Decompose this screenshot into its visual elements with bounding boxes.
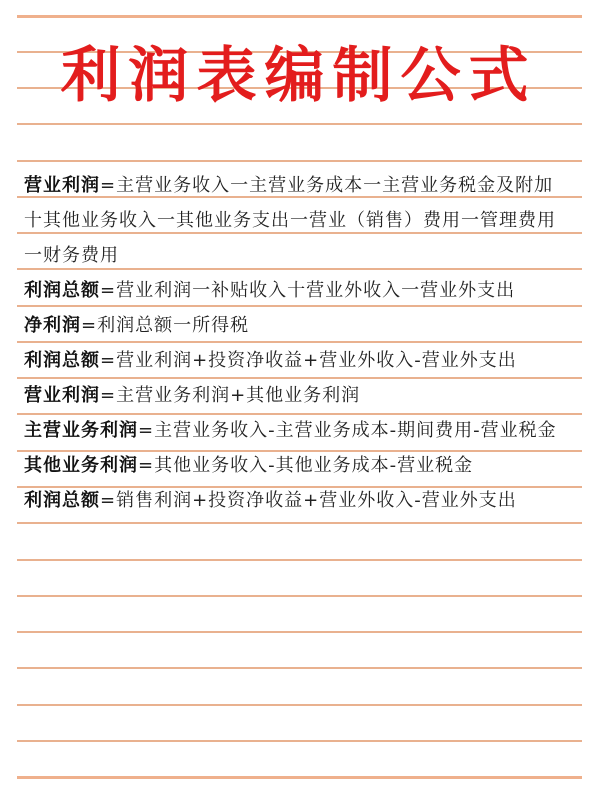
ruled-line	[17, 740, 582, 742]
formula-text: =主营业务收入-主营业务成本-期间费用-营业税金	[138, 420, 557, 441]
formula-list	[24, 168, 572, 518]
formula-entry	[24, 308, 572, 343]
formula-text: =销售利润+投资净收益+营业外收入-营业外支出	[100, 490, 517, 511]
formula-label: 其他业务利润	[24, 455, 138, 476]
ruled-line	[17, 559, 582, 561]
ruled-line	[17, 123, 582, 125]
formula-entry	[24, 413, 572, 448]
formula-text: =利润总额一所得税	[81, 315, 250, 336]
formula-text: =主营业务收入一主营业务成本一主营业务税金及附加十其他业务收入一其他业务支出一营业（销售）费用一管理费用一财务费用	[24, 175, 556, 266]
ruled-line	[17, 15, 582, 18]
formula-entry	[24, 168, 572, 273]
formula-entry	[24, 343, 572, 378]
ruled-line	[17, 667, 582, 669]
ruled-line	[17, 595, 582, 597]
formula-label: 净利润	[24, 315, 81, 336]
formula-text: =主营业务利润+其他业务利润	[100, 385, 361, 406]
formula-label: 利润总额	[24, 350, 100, 371]
formula-label: 营业利润	[24, 385, 100, 406]
ruled-line	[17, 522, 582, 524]
formula-text: =其他业务收入-其他业务成本-营业税金	[138, 455, 474, 476]
formula-entry	[24, 378, 572, 413]
ruled-line	[17, 631, 582, 633]
formula-label: 营业利润	[24, 175, 100, 196]
ruled-line	[17, 776, 582, 779]
formula-label: 主营业务利润	[24, 420, 138, 441]
ruled-line	[17, 160, 582, 162]
ruled-line	[17, 704, 582, 706]
formula-entry	[24, 273, 572, 308]
formula-entry	[24, 483, 572, 518]
formula-text: =营业利润+投资净收益+营业外收入-营业外支出	[100, 350, 517, 371]
page-title: 利润表编制公式	[60, 41, 537, 111]
formula-entry	[24, 448, 572, 483]
formula-label: 利润总额	[24, 280, 100, 301]
formula-label: 利润总额	[24, 490, 100, 511]
formula-text: =营业利润一补贴收入十营业外收入一营业外支出	[100, 280, 516, 301]
